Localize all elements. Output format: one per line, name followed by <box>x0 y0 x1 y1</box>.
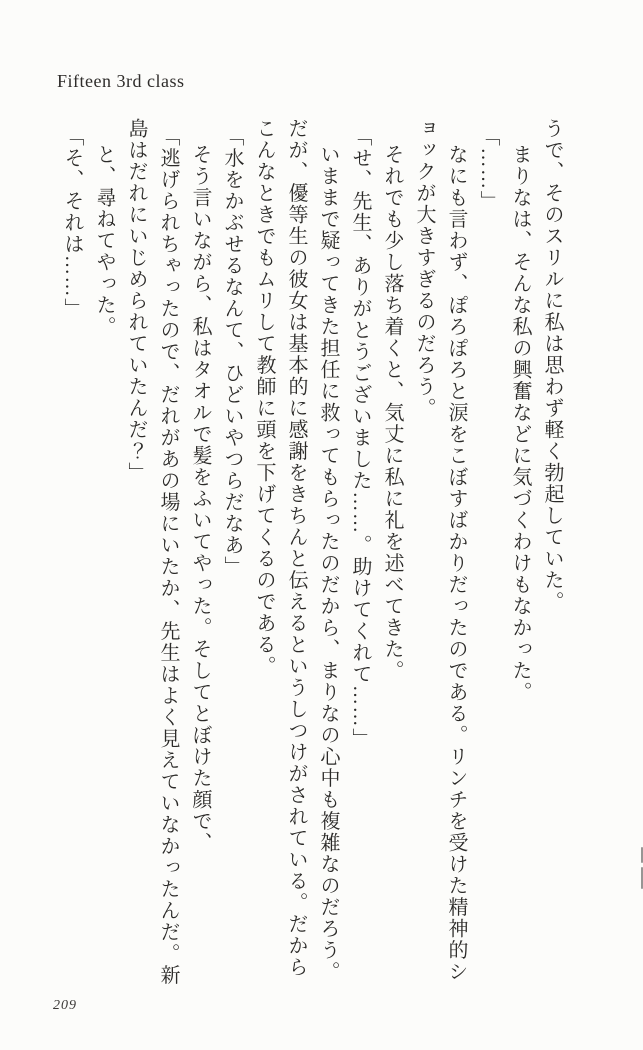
text-line: こんなときでもムリして教師に頭を下げてくるのである。 <box>253 118 275 677</box>
text-line: 「せ、先生、ありがとうございました……。助けてくれて……」 <box>349 126 371 750</box>
text-line: そう言いながら、私はタオルで髪をふいてやった。そしてとぼけた顔で、 <box>189 144 211 854</box>
running-header: Fifteen 3rd class <box>57 71 185 91</box>
text-line: それでも少し落ち着くと、気丈に私に礼を述べてきた。 <box>381 144 403 682</box>
text-line: 「水をかぶせるなんて、ひどいやつらだなあ」 <box>221 126 243 578</box>
text-line: 「そ、それは……」 <box>61 126 83 320</box>
text-line: うで、そのスリルに私は思わず軽く勃起していた。 <box>541 118 563 613</box>
text-line: と、尋ねてやった。 <box>93 144 115 338</box>
text-line: なにも言わず、ぽろぽろと涙をこぼすばかりだったのである。リンチを受けた精神的シ <box>445 144 467 983</box>
text-line: いままで疑ってきた担任に救ってもらったのだから、まりなの心中も複雑なのだろう。 <box>317 144 339 983</box>
text-line: 「……」 <box>477 126 499 212</box>
text-line: だが、優等生の彼女は基本的に感謝をきちんと伝えるというしつけがされている。だから <box>285 118 307 978</box>
text-line: 島はだれにいじめられていたんだ？」 <box>125 118 147 484</box>
page-number: 209 <box>53 998 77 1013</box>
text-line: まりなは、そんな私の興奮などに気づくわけもなかった。 <box>509 144 531 703</box>
text-block <box>54 118 568 1006</box>
text-line: ョックが大きすぎるのだろう。 <box>413 118 435 419</box>
text-line: 「逃げられちゃったので、だれがあの場にいたか、先生はよく見えていなかったんだ。新 <box>157 126 179 986</box>
